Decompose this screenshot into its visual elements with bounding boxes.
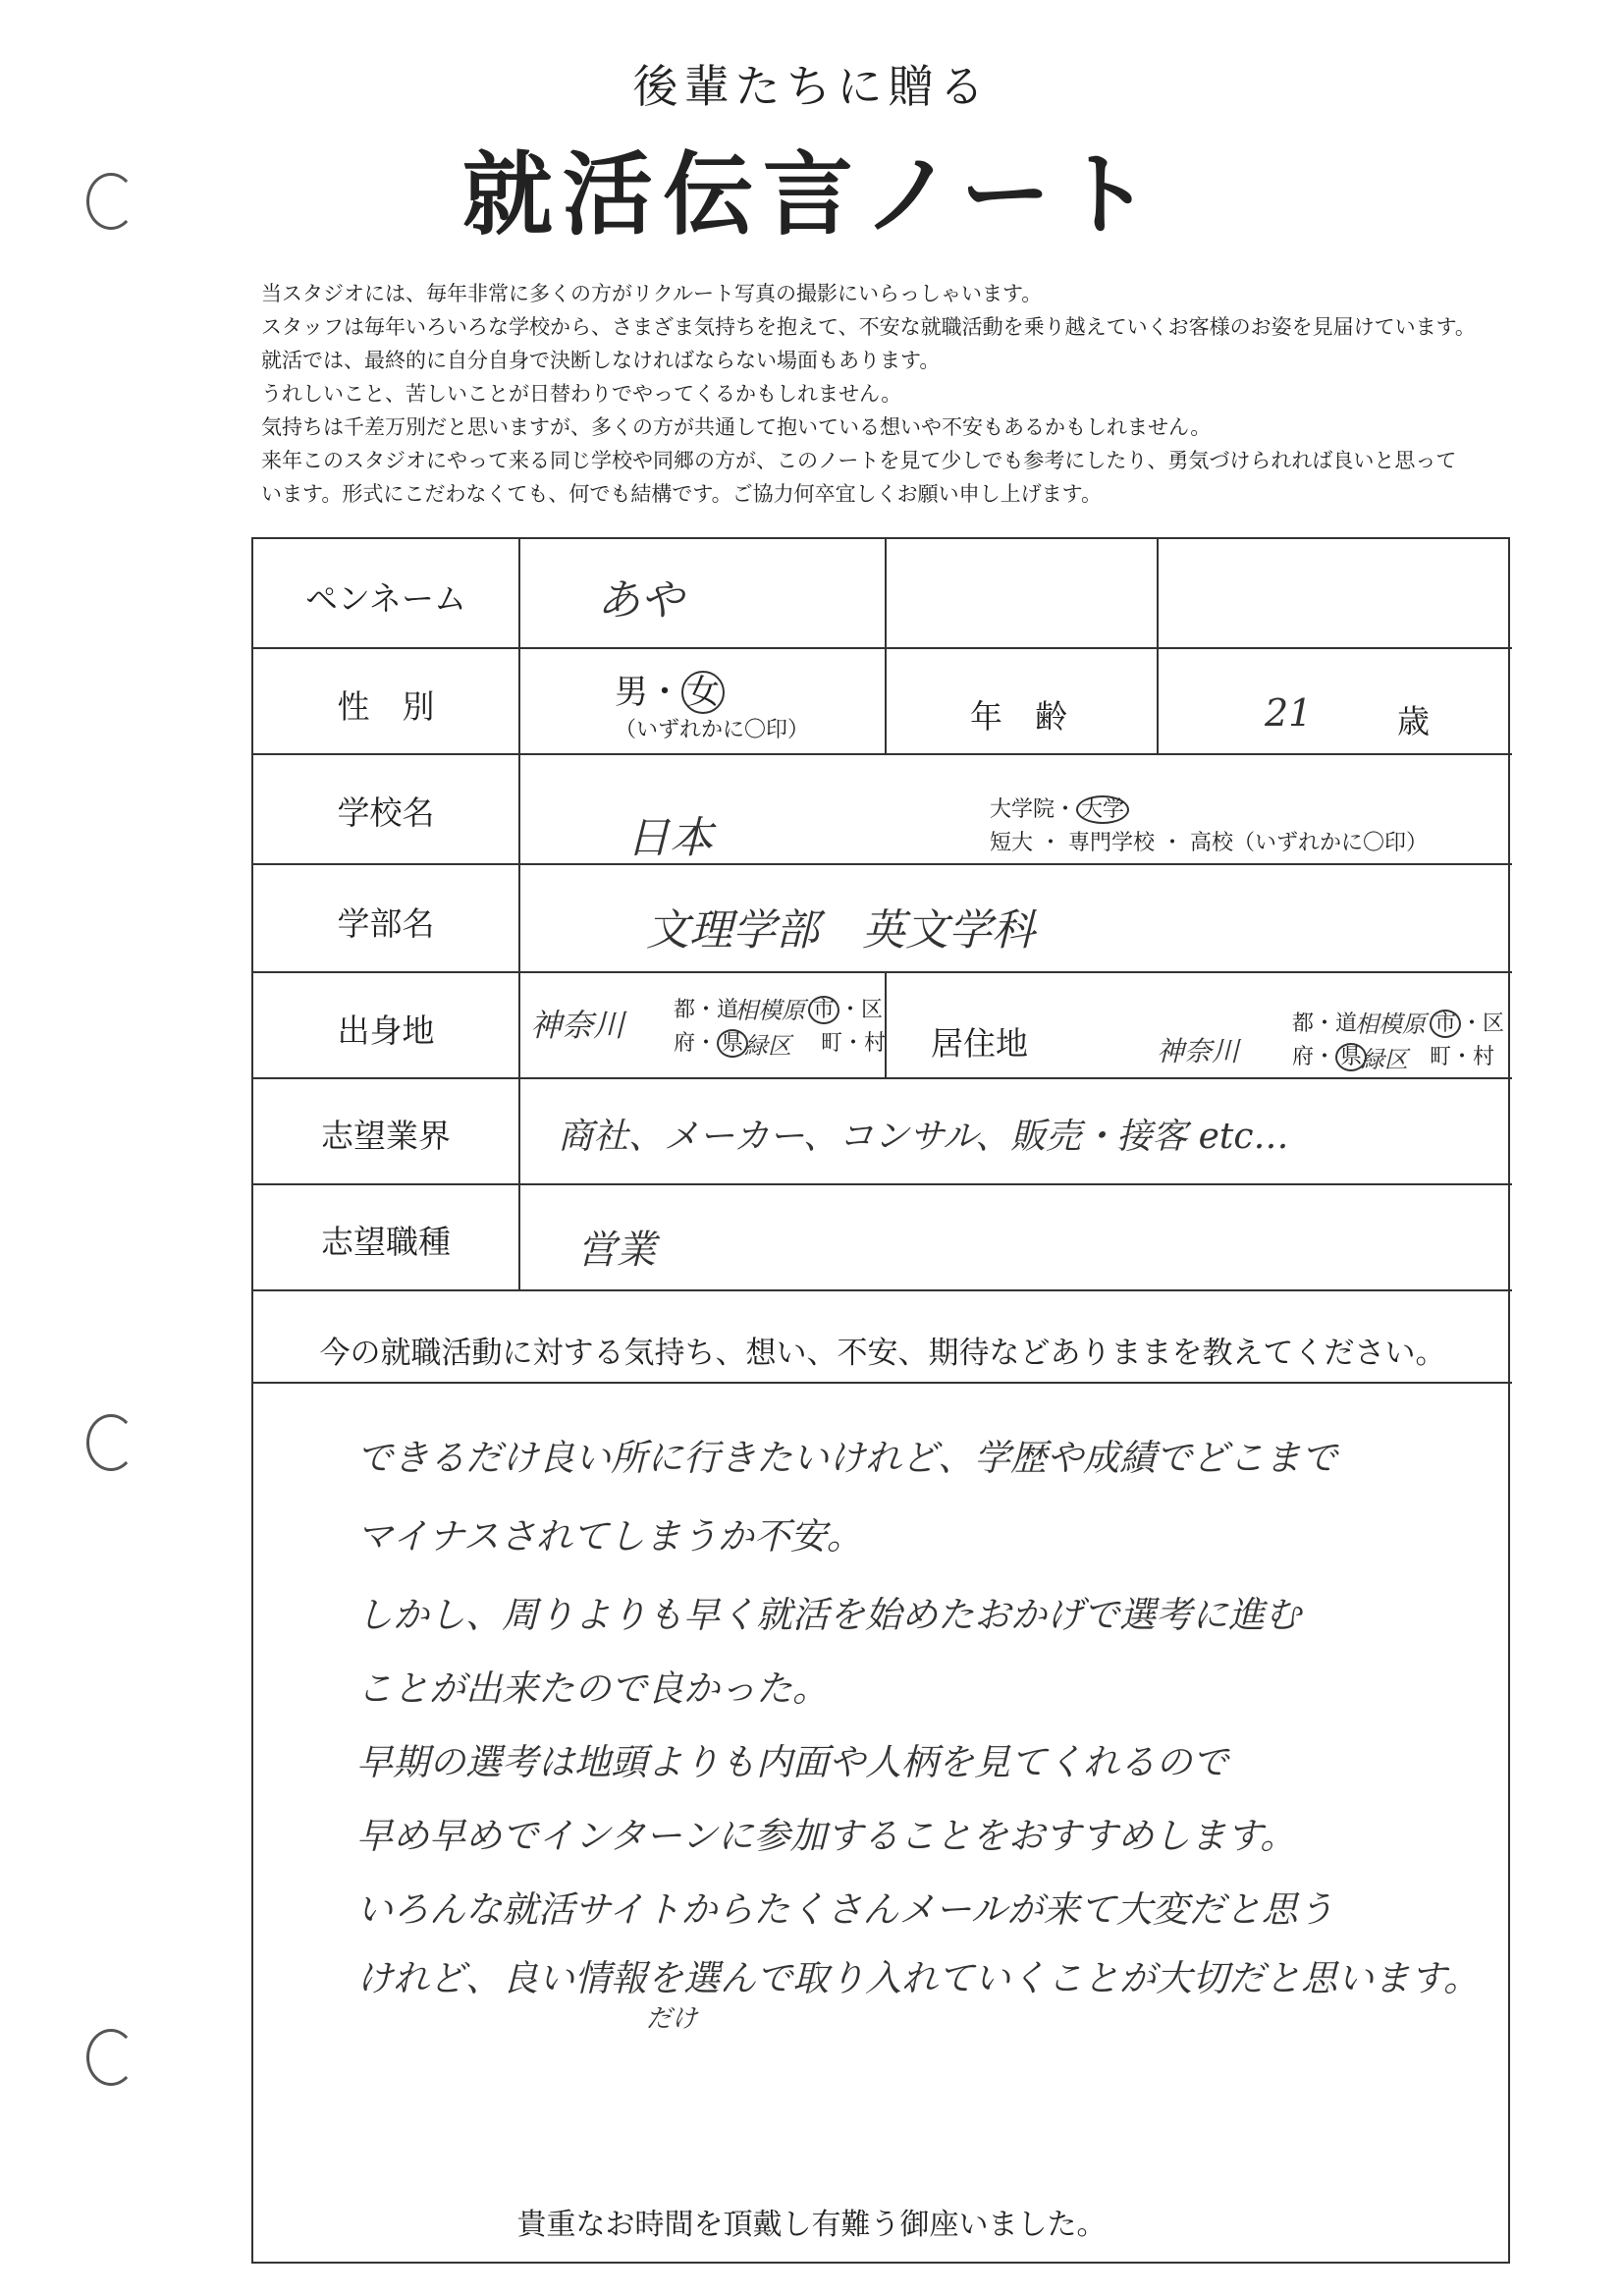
- gender-male: 男: [615, 673, 648, 712]
- suffix-ken-circled: 県: [1335, 1043, 1367, 1071]
- job-value: 営業: [577, 1228, 656, 1273]
- suffix-shi-circled: 市: [808, 996, 839, 1024]
- answer-line: ことが出来たので良かった。: [356, 1667, 829, 1710]
- suffix-ku: ・区: [839, 998, 884, 1022]
- suffix-ken-circled: 県: [717, 1029, 748, 1058]
- residence-ward: 緑区: [1361, 1046, 1408, 1073]
- gender-label: 性 別: [337, 687, 435, 726]
- intro-line: 来年このスタジオにやって来る同じ学校や同郷の方が、このノートを見て少しでも参考にしたり、勇気づけられれば良いと思って: [261, 449, 1457, 472]
- page-title: 就活伝言ノート: [461, 142, 1162, 247]
- suffix-fu: 府・: [674, 1031, 718, 1056]
- faculty-value: 文理学部 英文学科: [646, 905, 1035, 956]
- punch-hole: [86, 2029, 135, 2086]
- hometown-city-suffix-2: 町・村: [821, 1031, 887, 1056]
- intro-text: [261, 277, 1596, 511]
- answer-line: 早め早めでインターンに参加することをおすすめします。: [356, 1815, 1297, 1857]
- hometown-prefecture: 神奈川: [530, 1007, 625, 1044]
- age-value: 21: [1265, 691, 1313, 735]
- industry-value: 商社、メーカー、コンサル、販売・接客 etc…: [558, 1117, 1289, 1157]
- intro-line: スタッフは毎年いろいろな学校から、さまざま気持ちを抱えて、不安な就職活動を乗り越えていくお客様のお姿を見届けています。: [261, 315, 1476, 339]
- questionnaire-form: [251, 537, 1510, 2264]
- punch-hole: [86, 1414, 135, 1471]
- answer-line: けれど、良い情報を選んで取り入れていくことが大切だと思います。: [356, 1957, 1481, 1999]
- residence-city-suffix-2: 町・村: [1430, 1045, 1495, 1069]
- gender-separator: ・: [648, 673, 681, 712]
- school-type-university-circled: 大学: [1076, 795, 1129, 824]
- school-value: 日本: [626, 813, 713, 863]
- age-label: 年 齢: [970, 697, 1067, 736]
- hometown-pref-suffix-1: 都・道: [674, 998, 739, 1022]
- answer-line: マイナスされてしまうか不安。: [356, 1515, 863, 1558]
- answer-insert-note: だけ: [646, 2004, 698, 2034]
- answer-line: しかし、周りよりも早く就活を始めたおかげで選考に進む: [356, 1594, 1301, 1636]
- answer-line: できるだけ良い所に行きたいけれど、学歴や成績でどこまで: [356, 1437, 1337, 1479]
- suffix-fu: 府・: [1292, 1045, 1336, 1069]
- answer-line: 早期の選考は地頭よりも内面や人柄を見てくれるので: [356, 1741, 1228, 1783]
- pen-name-label: ペンネーム: [304, 579, 466, 618]
- suffix-shi-circled: 市: [1430, 1010, 1461, 1038]
- gender-note: （いずれかに〇印）: [615, 718, 810, 742]
- footer-thanks: 貴重なお時間を頂戴し有難う御座いました。: [516, 2208, 1107, 2242]
- pen-name-value: あや: [597, 575, 683, 626]
- age-unit: 歳: [1397, 702, 1430, 740]
- subtitle: 後輩たちに贈る: [632, 60, 991, 113]
- residence-label: 居住地: [931, 1024, 1028, 1063]
- residence-pref-suffix-1: 都・道: [1292, 1011, 1358, 1036]
- industry-label: 志望業界: [321, 1117, 451, 1155]
- job-label: 志望職種: [321, 1223, 451, 1261]
- intro-line: 当スタジオには、毎年非常に多くの方がリクルート写真の撮影にいらっしゃいます。: [261, 282, 1043, 305]
- school-type-graduate: 大学院: [990, 797, 1055, 822]
- hometown-city-suffix-1: [808, 993, 883, 1023]
- hometown-ward: 緑区: [744, 1032, 791, 1060]
- intro-line: います。形式にこだわなくても、何でも結構です。ご協力何卒宜しくお願い申し上げます。: [261, 482, 1102, 506]
- suffix-ku: ・区: [1461, 1011, 1505, 1036]
- gender-options: [615, 665, 725, 713]
- free-text-question: 今の就職活動に対する気持ち、想い、不安、期待などありままを教えてください。: [319, 1336, 1446, 1371]
- residence-pref-suffix-2: [1292, 1040, 1367, 1070]
- residence-city: 相模原: [1355, 1011, 1426, 1038]
- intro-line: 就活では、最終的に自分自身で決断しなければならない場面もあります。: [261, 349, 941, 372]
- hometown-pref-suffix-2: [674, 1026, 748, 1057]
- school-types-line2: 短大 ・ 専門学校 ・ 高校（いずれかに〇印）: [990, 831, 1428, 855]
- hometown-label: 出身地: [337, 1011, 435, 1050]
- intro-line: 気持ちは千差万別だと思いますが、多くの方が共通して抱いている想いや不安もあるかもしれません。: [261, 415, 1212, 439]
- school-types-line1: [990, 793, 1129, 823]
- answer-line: いろんな就活サイトからたくさんメールが来て大変だと思う: [356, 1888, 1334, 1931]
- intro-line: うれしいこと、苦しいことが日替わりでやってくるかもしれません。: [261, 382, 902, 406]
- faculty-label: 学部名: [337, 904, 435, 943]
- gender-female-circled: 女: [681, 671, 725, 714]
- school-label: 学校名: [337, 793, 435, 832]
- hometown-city: 相模原: [734, 997, 805, 1024]
- residence-prefecture: 神奈川: [1157, 1035, 1240, 1067]
- residence-city-suffix-1: [1430, 1007, 1504, 1037]
- school-type-separator: ・: [1055, 797, 1077, 822]
